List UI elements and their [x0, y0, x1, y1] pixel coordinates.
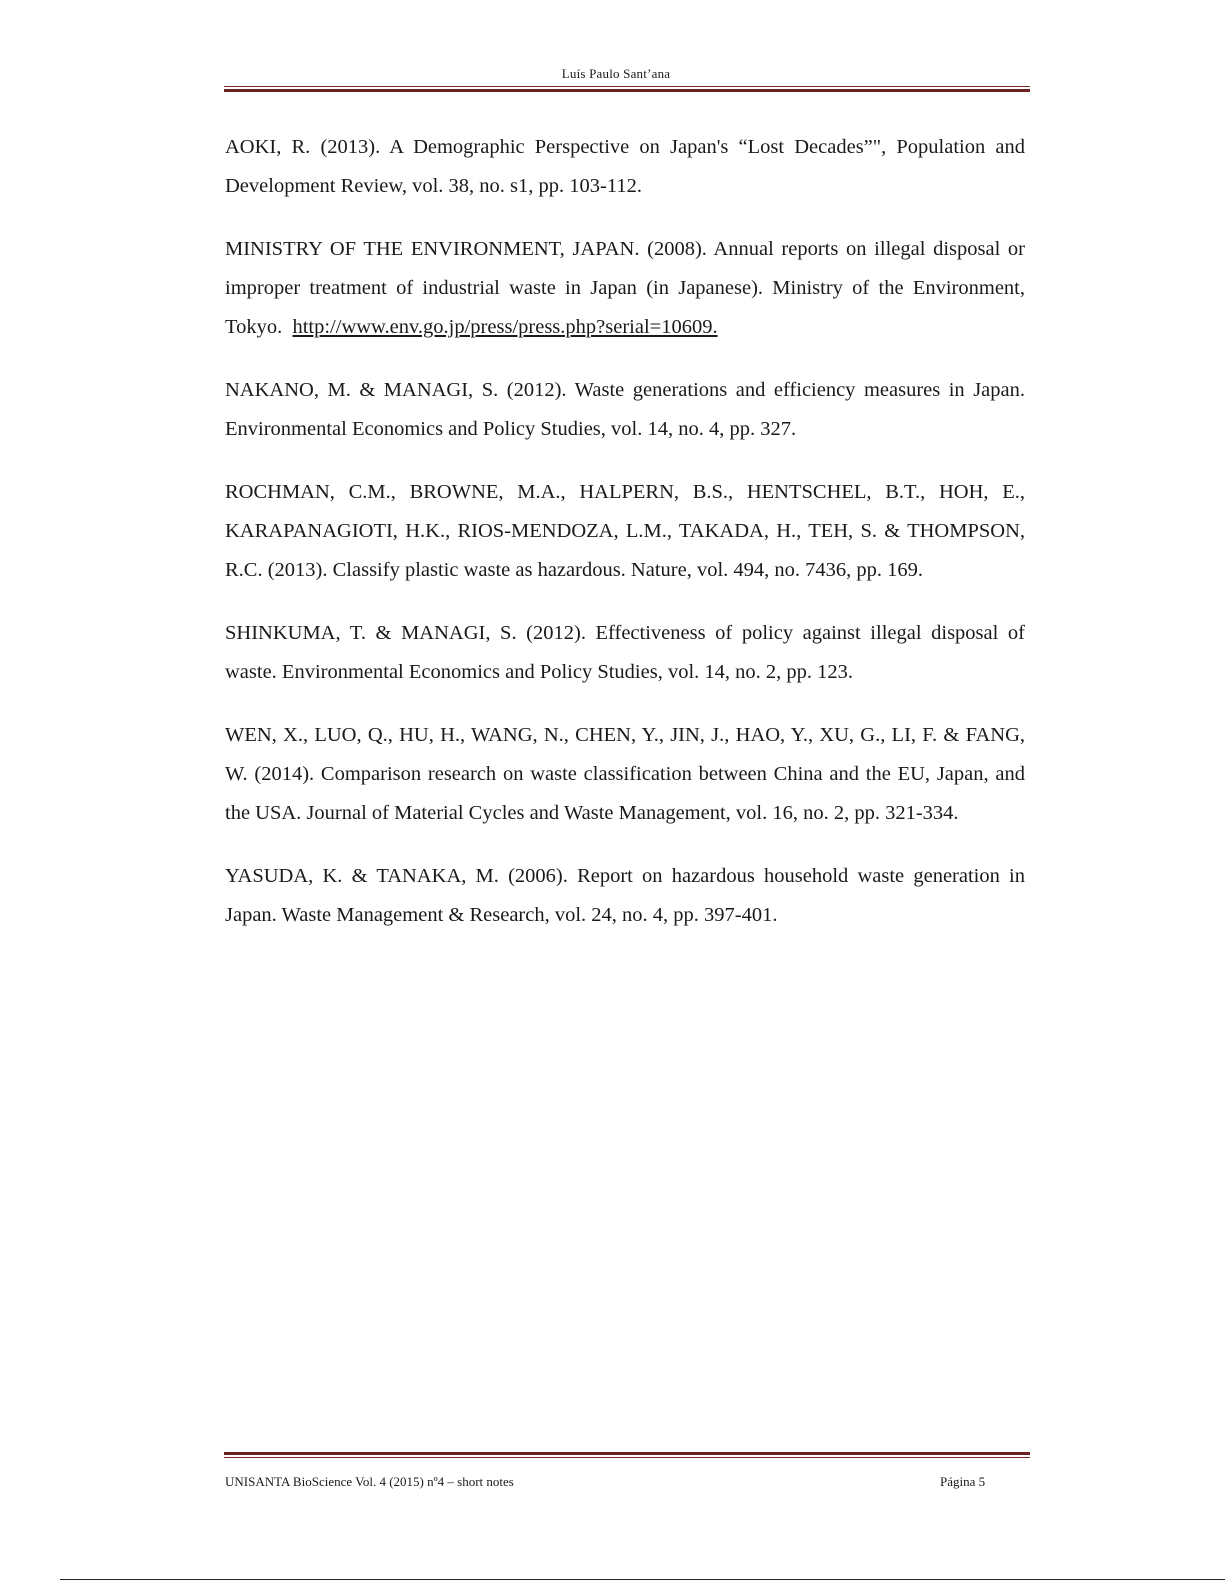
footer-rule-thin — [224, 1457, 1030, 1458]
reference-link[interactable]: http://www.env.go.jp/press/press.php?serial=10609. — [292, 316, 718, 338]
reference-text: NAKANO, M. & MANAGI, S. (2012). Waste generations and efficiency measures in Japan. Environmental Economics and Policy Studies, vol. 14, no. 4, pp. 327. — [225, 379, 1025, 440]
reference-text: MINISTRY OF THE ENVIRONMENT, JAPAN. (2008). Annual reports on illegal disposal or improper treatment of industrial waste in Japan (in Japanese). Ministry of the Environment, Tokyo. — [225, 238, 1025, 338]
reference-text: ROCHMAN, C.M., BROWNE, M.A., HALPERN, B.S., HENTSCHEL, B.T., HOH, E., KARAPANAGIOTI, H.K., RIOS-MENDOZA, L.M., TAKADA, H., TEH, S. & THOMPSON, R.C. (2013). Classify plastic waste as hazardous. Nature, vol. 494, no. 7436, pp. 169. — [225, 481, 1025, 581]
footer-page-number: Página 5 — [940, 1474, 986, 1489]
reference-text: YASUDA, K. & TANAKA, M. (2006). Report on hazardous household waste generation in Japan. Waste Management & Research, vol. 24, no. 4, pp. 397-401. — [225, 865, 1025, 926]
reference-nakano — [225, 371, 1025, 449]
reference-list — [225, 128, 1025, 959]
reference-shinkuma — [225, 614, 1025, 692]
reference-wen — [225, 716, 1025, 833]
footer-rule-thick — [224, 1452, 1030, 1455]
reference-text: SHINKUMA, T. & MANAGI, S. (2012). Effectiveness of policy against illegal disposal of waste. Environmental Economics and Policy Studies, vol. 14, no. 2, pp. 123. — [225, 622, 1025, 683]
reference-ministry — [225, 230, 1025, 347]
reference-aoki — [225, 128, 1025, 206]
header-rule-thick — [224, 89, 1030, 92]
reference-text: AOKI, R. (2013). A Demographic Perspective on Japan's “Lost Decades”", Population and Development Review, vol. 38, no. s1, pp. 103-112. — [225, 136, 1025, 197]
footer-journal: UNISANTA BioScience Vol. 4 (2015) nº4 – short notes — [225, 1474, 514, 1489]
page-bottom-edge — [60, 1579, 1225, 1580]
reference-text: WEN, X., LUO, Q., HU, H., WANG, N., CHEN, Y., JIN, J., HAO, Y., XU, G., LI, F. & FANG, W. (2014). Comparison research on waste classification between China and the EU, Japan, and the USA. Journal of Material Cycles and Waste Management, vol. 16, no. 2, pp. 321-334. — [225, 724, 1025, 824]
reference-rochman — [225, 473, 1025, 590]
reference-yasuda — [225, 857, 1025, 935]
running-header-author: Luís Paulo Sant’ana — [561, 66, 671, 81]
header-rule-thin — [224, 86, 1030, 87]
